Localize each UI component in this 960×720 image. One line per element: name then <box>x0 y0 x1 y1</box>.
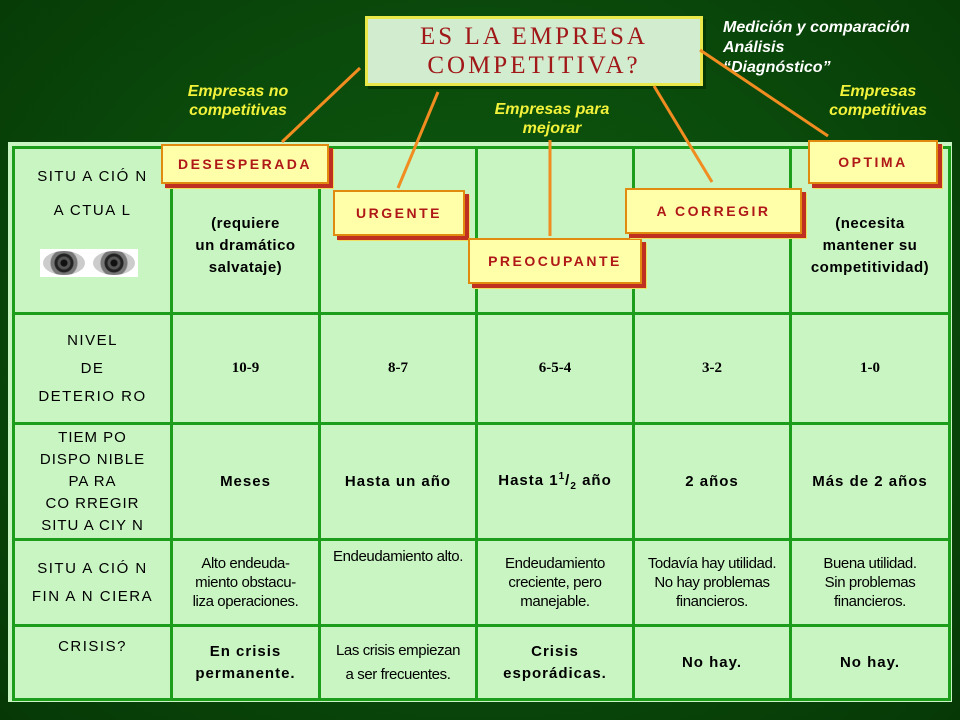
status-preocupante: PREOCUPANTE <box>468 238 642 284</box>
header-tiempo-line: TIEM PO <box>58 428 127 446</box>
tiempo-value: 2 años <box>634 424 791 540</box>
header-financiera <box>14 540 172 626</box>
header-situacion-actual-line-1: SITU A CIÓ N <box>37 168 148 185</box>
nivel-value: 8-7 <box>320 314 477 424</box>
cell-text: esporádicas. <box>503 664 607 682</box>
cell-text: competitividad) <box>810 258 930 276</box>
tiempo-text: año <box>576 472 612 489</box>
cell-text: miento obstacu- <box>195 574 296 591</box>
cell-text: Todavía hay utilidad. <box>647 555 777 572</box>
crisis-value <box>172 626 320 700</box>
status-a-corregir: A CORREGIR <box>625 188 802 234</box>
header-nivel-line-1: NIVEL <box>67 331 118 349</box>
cell-text: financieros. <box>676 593 748 610</box>
cell-text: Endeudamiento alto. <box>332 548 463 565</box>
status-optima: OPTIMA <box>808 140 938 184</box>
cell-text: salvataje) <box>208 258 283 276</box>
crisis-value <box>320 626 477 700</box>
header-situacion-actual <box>14 148 172 314</box>
cell-text: permanente. <box>195 664 296 682</box>
crisis-value <box>791 626 950 700</box>
nivel-value: 3-2 <box>634 314 791 424</box>
row-tiempo <box>14 424 950 540</box>
cell-text: manejable. <box>520 593 590 610</box>
cell-text: Alto endeuda- <box>201 555 290 572</box>
tiempo-value-fraction: Hasta $1^1/_2$ año <box>477 424 634 540</box>
row-crisis <box>14 626 950 700</box>
header-financiera-line-1: SITU A CIÓ N <box>37 559 148 577</box>
eye-icon <box>93 251 135 275</box>
cell-situacion-col3 <box>477 148 634 314</box>
cell-text: Sin problemas <box>824 574 916 591</box>
label-mejorar-line-2: mejorar <box>522 120 582 137</box>
title-line-2: COMPETITIVA? <box>427 52 641 79</box>
header-nivel <box>14 314 172 424</box>
header-tiempo-line: SITU A CIY N <box>41 516 144 534</box>
fraction-denominator: 2 <box>570 481 577 492</box>
title-box <box>365 16 703 86</box>
cell-text: No hay problemas <box>654 574 770 591</box>
cell-text: mantener su <box>822 236 918 254</box>
label-no-competitivas-line-1: Empresas no <box>187 83 289 100</box>
row-financiera <box>14 540 950 626</box>
label-competitivas-line-2: competitivas <box>829 102 927 119</box>
label-no-competitivas <box>168 82 308 120</box>
financiera-value <box>634 540 791 626</box>
title-line-1: ES LA EMPRESA <box>420 23 648 50</box>
cell-text: creciente, pero <box>508 574 602 591</box>
tiempo-value: Meses <box>172 424 320 540</box>
nivel-value: 10-9 <box>172 314 320 424</box>
header-tiempo-line: CO RREGIR <box>45 494 140 512</box>
cell-text: (requiere <box>211 214 280 232</box>
cell-text: un dramático <box>195 236 296 254</box>
status-urgente: URGENTE <box>333 190 465 236</box>
eye-icon <box>43 251 85 275</box>
status-desesperada: DESESPERADA <box>161 144 329 184</box>
tiempo-text: Hasta 1 <box>498 472 559 489</box>
note-line-2: Análisis <box>723 39 785 56</box>
header-financiera-line-2: FIN A N CIERA <box>31 587 154 605</box>
cell-text: Las crisis empiezan <box>335 641 461 659</box>
row-nivel <box>14 314 950 424</box>
note-line-3: “Diagnóstico” <box>723 59 831 76</box>
diagnostic-table <box>12 146 951 701</box>
financiera-value <box>320 540 477 626</box>
label-mejorar <box>474 100 630 138</box>
cell-text: Crisis <box>531 642 579 660</box>
cell-text: No hay. <box>839 653 901 671</box>
financiera-value <box>477 540 634 626</box>
method-note <box>723 18 910 78</box>
header-tiempo-line: PA RA <box>68 472 117 490</box>
nivel-value: 1-0 <box>791 314 950 424</box>
cell-text: financieros. <box>834 593 906 610</box>
label-mejorar-line-1: Empresas para <box>494 101 610 118</box>
header-situacion-actual-line-2: A CTUA L <box>53 202 132 219</box>
cell-text: Endeudamiento <box>505 555 605 572</box>
crisis-value <box>477 626 634 700</box>
crisis-value <box>634 626 791 700</box>
fraction-numerator: 1 <box>558 471 566 482</box>
financiera-value <box>791 540 950 626</box>
label-competitivas <box>808 82 948 120</box>
label-no-competitivas-line-2: competitivas <box>189 102 287 119</box>
cell-text: No hay. <box>681 653 743 671</box>
note-line-1: Medición y comparación <box>723 19 910 36</box>
header-nivel-line-3: DETERIO RO <box>38 387 147 405</box>
cell-text: a ser frecuentes. <box>345 665 451 683</box>
nivel-value: 6-5-4 <box>477 314 634 424</box>
cell-text: liza operaciones. <box>192 593 299 610</box>
header-crisis: CRISIS? <box>14 626 172 700</box>
cell-text: Buena utilidad. <box>823 555 917 572</box>
financiera-value <box>172 540 320 626</box>
label-competitivas-line-1: Empresas <box>839 83 917 100</box>
cell-text: En crisis <box>209 642 282 660</box>
tiempo-value: Hasta un año <box>320 424 477 540</box>
header-tiempo-line: DISPO NIBLE <box>39 450 146 468</box>
header-tiempo <box>14 424 172 540</box>
tiempo-value: Más de 2 años <box>791 424 950 540</box>
eyes-image <box>40 249 138 277</box>
header-nivel-line-2: DE <box>80 359 105 377</box>
cell-text: (necesita <box>835 214 905 232</box>
